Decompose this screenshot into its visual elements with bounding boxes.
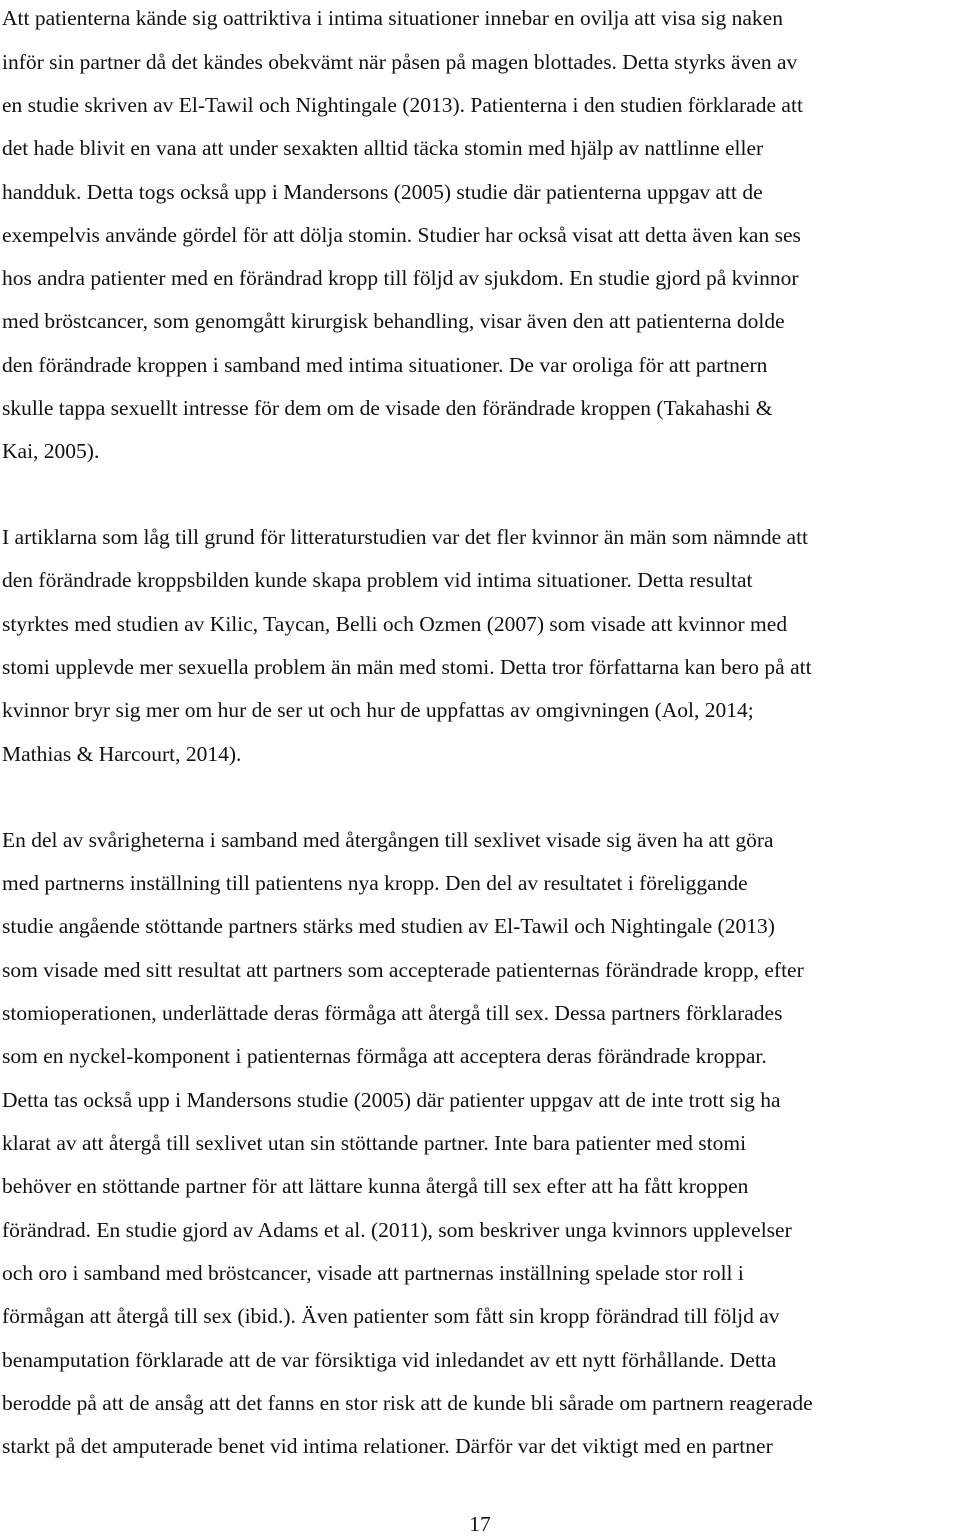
text-line: kvinnor bryr sig mer om hur de ser ut och hur de uppfattas av omgivningen (Aol, 2014; — [2, 698, 754, 722]
text-line: Mathias & Harcourt, 2014). — [2, 742, 242, 766]
text-line: med bröstcancer, som genomgått kirurgisk behandling, visar även den att patienterna dolde — [2, 309, 785, 333]
text-line: En del av svårigheterna i samband med återgången till sexlivet visade sig även ha att göra — [2, 828, 774, 852]
text-line: och oro i samband med bröstcancer, visade att partnernas inställning spelade stor roll i — [2, 1261, 744, 1285]
text-line: starkt på det amputerade benet vid intima relationer. Därför var det viktigt med en partner — [2, 1434, 773, 1458]
text-line: det hade blivit en vana att under sexakten alltid täcka stomin med hjälp av nattlinne eller — [2, 136, 764, 160]
text-line: stomi upplevde mer sexuella problem än män med stomi. Detta tror författarna kan bero på att — [2, 655, 812, 679]
text-line: den förändrade kroppsbilden kunde skapa problem vid intima situationer. Detta resultat — [2, 568, 753, 592]
text-line: inför sin partner då det kändes obekvämt när påsen på magen blottades. Detta styrks även av — [2, 50, 798, 74]
text-line: förändrad. En studie gjord av Adams et al. (2011), som beskriver unga kvinnors upplevelser — [2, 1218, 792, 1242]
text-line: Kai, 2005). — [2, 439, 100, 463]
text-line: skulle tappa sexuellt intresse för dem om de visade den förändrade kroppen (Takahashi & — [2, 396, 773, 420]
text-line: exempelvis använde gördel för att dölja stomin. Studier har också visat att detta även kan ses — [2, 223, 801, 247]
text-line: berodde på att de ansåg att det fanns en stor risk att de kunde bli sårade om partnern reagerade — [2, 1391, 813, 1415]
text-line: Att patienterna kände sig oattriktiva i intima situationer innebar en ovilja att visa sig naken — [2, 6, 783, 30]
text-line: studie angående stöttande partners stärks med studien av El-Tawil och Nightingale (2013) — [2, 914, 775, 938]
text-line: en studie skriven av El-Tawil och Nightingale (2013). Patienterna i den studien förklarade att — [2, 93, 803, 117]
text-line: som en nyckel-komponent i patienternas förmåga att acceptera deras förändrade kroppar. — [2, 1044, 767, 1068]
text-line: hos andra patienter med en förändrad kropp till följd av sjukdom. En studie gjord på kvinnor — [2, 266, 799, 290]
text-line: med partnerns inställning till patientens nya kropp. Den del av resultatet i föreliggande — [2, 871, 748, 895]
text-line: som visade med sitt resultat att partners som accepterade patienternas förändrade kropp, efter — [2, 958, 804, 982]
text-line: klarat av att återgå till sexlivet utan sin stöttande partner. Inte bara patienter med stomi — [2, 1131, 747, 1155]
page-number: 17 — [469, 1512, 491, 1536]
text-line: benamputation förklarade att de var försiktiga vid inledandet av ett nytt förhållande. Detta — [2, 1348, 777, 1372]
text-line: den förändrade kroppen i samband med intima situationer. De var oroliga för att partnern — [2, 353, 768, 377]
text-line: styrktes med studien av Kilic, Taycan, Belli och Ozmen (2007) som visade att kvinnor med — [2, 612, 788, 636]
text-line: förmågan att återgå till sex (ibid.). Även patienter som fått sin kropp förändrad till följd av — [2, 1304, 780, 1328]
text-line: Detta tas också upp i Mandersons studie (2005) där patienter uppgav att de inte trott sig ha — [2, 1088, 781, 1112]
text-line: stomioperationen, underlättade deras förmåga att återgå till sex. Dessa partners förklarades — [2, 1001, 783, 1025]
text-line: behöver en stöttande partner för att lättare kunna återgå till sex efter att ha fått kroppen — [2, 1174, 749, 1198]
text-line: I artiklarna som låg till grund för litteraturstudien var det fler kvinnor än män som nämnde att — [2, 525, 809, 549]
text-line: handduk. Detta togs också upp i Mandersons (2005) studie där patienterna uppgav att de — [2, 180, 763, 204]
